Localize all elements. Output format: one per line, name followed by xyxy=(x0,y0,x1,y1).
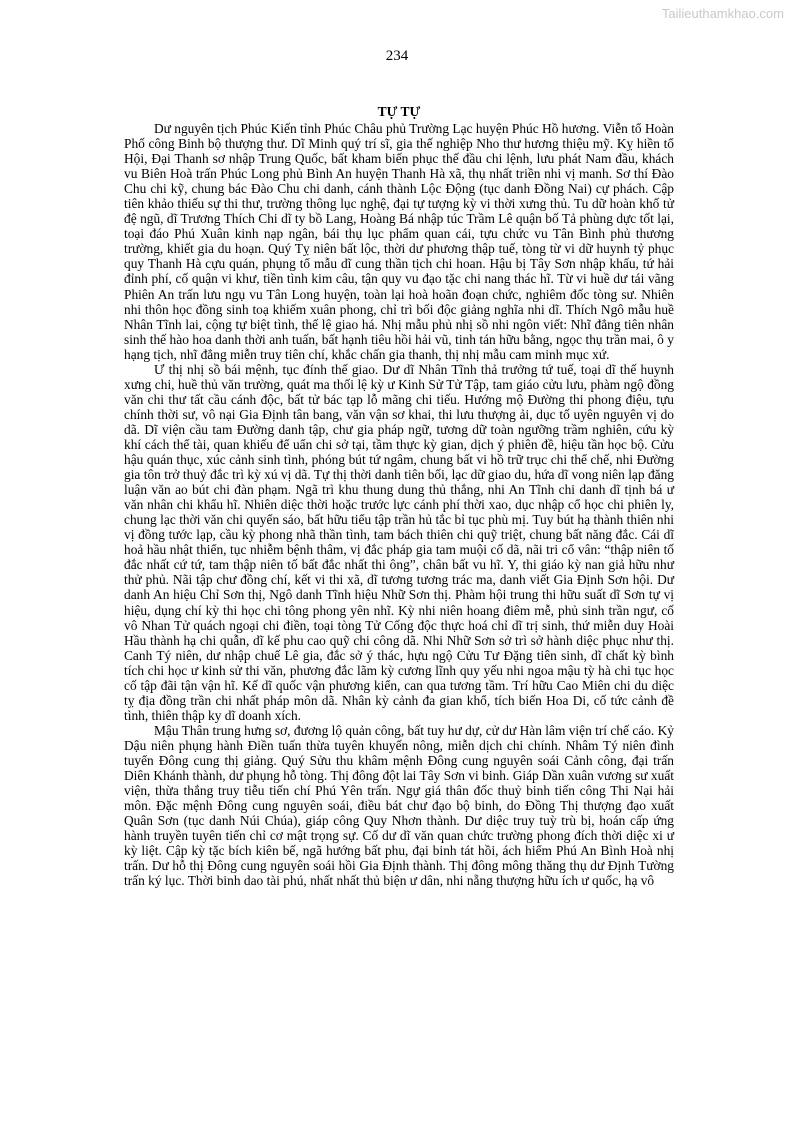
paragraph-3: Mậu Thân trung hưng sơ, đương lộ quản công, bất tuy hư dự, cử dư Hàn lâm viện trí chế cáo. Kỷ Dậu niên phụng hành Điền tuấn thừa tuyên khuyến nông, miễn dịch chi chính. Nhâm Tý niên đình tuyển Đông cung thị giảng. Quý Sửu thu khâm mệnh Đông cung nguyên soái Cảnh công, đại trấn Diên Khánh thành, dư phụng hỗ tòng. Thị đông đột lai Tây Sơn vi binh. Giáp Dần xuân vương sư xuất viện, thừa thắng truy tiễu tiến chí Phú Yên trấn. Ngự giá thân đốc thuỷ binh tiến công Thi Nại hải môn. Đặc mệnh Đông cung nguyên soái, điều bát chư đạo bộ binh, do Đồng Thị thượng đạo xuất Quân Sơn (tục danh Núi Chúa), giáp công Quy Nhơn thành. Dư diệc truy tuỳ trù bị, hoán cấp ứng hành truyền tuyên tiến chỉ cơ mật trọng sự. Cố dư dĩ văn quan chức trường phong đích thời diệc xi ư kỳ liệt. Cập kỳ tặc bích kiên bế, ngã hướng bất phu, đại binh tát hồi, ách hiểm Phú An Bình Hoà nhị trấn. Dư hỗ thị Đông cung nguyên soái hồi Gia Định thành. Thị đông mông thăng thụ dư Định Tường trấn ký lục. Thời binh dao tài phú, nhất nhất thủ biện ư dân, nhi nẵng thượng hữu ích ư quốc, hạ vô xyxy=(124,722,674,889)
paragraph-2: Ư thị nhị sồ bái mệnh, tục đính thế giao. Dư dĩ Nhân Tĩnh thả trưởng tứ tuế, toại dĩ thế huynh xưng chi, huề thủ văn trường, quát ma thối lệ kỳ ư Kinh Sử Tử Tập, tam giáo cửu lưu, phàm ngộ đồng văn chi thư tất cầu cánh độc, bất tử bác tạp lỗ mãng chi tiếu. Hướng mộ Đường thi phong điệu, tựu chính thời sư, vô nại Gia Định tân bang, văn vận sơ khai, thi lưu thượng ải, dục tố uyên nguyên vị do dã. Dĩ viện cầu tam Đường danh tập, chư gia pháp ngữ, tương dữ toàn ngưỡng trầm nghiên, cứu kỳ khí cách thể tài, quan khiếu để uẩn chi sở tại, tầm thực kỳ gian, dịch ý phiên đề, hiệu tần học bộ. Cửu hậu quán thục, xúc cảnh sinh tình, phóng bút tứ ngâm, chung bất vi hồ trữ trục chi thể chế, nhi Đường gia tôn trở thuỷ đắc trì kỳ xú vị dã. Tự thị thời danh tiên bối, lạc dữ giao du, hứa dĩ vong niên lạp đăng luận văn ao bút chi đàn phạm. Ngã trì khu thung dung thủ thắng, nhi An Tĩnh chi danh dĩ tịnh bá ư văn nhân chi khẩu hĩ. Nhiên diệc thời hoặc trước lực cánh phí thời xao, dục nhập cổ học chi phiên ly, chung lạc thời văn chi quyển sáo, bất hữu tiểu tập trần hủ tắc bỉ tục phù mị. Tuy bút hạ thành thiên nhi vị đồng tước lạp, cầu kỳ phong nhã thần tình, tam bách thiên chi quỹ triệt, chung bất năng đắc. Cái dĩ hoả hầu nhật thiển, tục nhiễm bệnh thâm, vị đắc pháp gia tam muội cố dã, nãi tri cổ vân: “thập niên tố đắc nhất cứ tứ, tam thập niên tố bất đắc nhất thi ông”, chân bất vu hĩ. Y, thi giáo kỳ nan giả hữu như thử phủ. Nãi tập chư đồng chí, kết vi thi xã, dĩ tương tương trác ma, danh viết Gia Định Sơn hội. Dư danh An hiệu Chỉ Sơn thị, Ngô danh Tĩnh hiệu Nhữ Sơn thị. Phàm hội trung thi hữu suất dĩ Sơn tự vị hiệu, dụng chí kỳ thi học chi tông phong yên nhĩ. Kỳ nhi niên hoang điêm mễ, phủ sinh trần ngư, cố vô Nhan Tử quách ngoại chi điền, toại tòng Tử Cống độc thực hoá chỉ dĩ trị sinh, thứ miễn duy Hoài Hầu thành hạ chi quẫn, dĩ kế phu cao quỹ chi công dã. Nhi Nhữ Sơn sở trì sở hành diệc phục như thị. Canh Tý niên, dư nhập chuế Lê gia, đắc sở ý thác, hựu ngộ Cửu Tư Đặng tiên sinh, dĩ chất kỳ bình tích chi học ư kinh sử thi văn, phương đắc lãm kỳ cương lĩnh quy yếu nhi ngoa mậu tỳ hà chi tục học cố tập đãi tận vận hĩ. Kế dĩ quốc vận phương kiển, can qua tương tầm. Trí hữu Cao Miên chi du diệc tỵ địa đồng trần chi nhất pháp môn dã. Nhân kỳ cảnh đa gian khổ, tích biến Hoa Di, cố tức cảnh đề tình, thiên thập ky dĩ doanh xích. xyxy=(124,361,674,723)
watermark-text: Tailieuthamkhao.com xyxy=(661,6,784,21)
document-body xyxy=(124,104,674,888)
page-number: 234 xyxy=(385,48,409,64)
section-title: TỰ TỰ xyxy=(377,104,421,119)
paragraph-1: Dư nguyên tịch Phúc Kiến tỉnh Phúc Châu phủ Trường Lạc huyện Phúc Hồ hương. Viễn tổ Hoàn Phố công Binh bộ thượng thư. Dĩ Minh quý trí sĩ, gia thế nghiệp Nho thư hương thiệu mỹ. Kỵ hiền tổ Hội, Đại Thanh sơ nhập Trung Quốc, bất kham biến phục thế đầu chi lệnh, lưu phát Nam đầu, khách vu Biên Hoà trấn Phúc Long phủ Bình An huyện Thanh Hà xã, thụ nhất triền nhi vị manh. Sơ thí Đào Chu chi kỹ, chung bác Đào Chu chi danh, cánh thành Lộc Động (tục danh Đồng Nai) cự phách. Cập tiên khảo thiếu sự thi thư, trường thông lục nghệ, đại tự tượng kỳ vi thời xưng thủ. Tu dữ hoàn khố tử đệ ngũ, dĩ Trương Thích Chi dĩ ty bồ Lang, Hoàng Bá nhập túc Trầm Lê quận bố Tả phùng dực tốt lại, toại đáo Phú Xuân kinh nạp ngân, bái thụ lục phẩm quan cái, tựu chức vu Tân Bình phủ thương trường, khiết gia du hoạn. Quý Tỵ niên bất lộc, thời dư phương thập tuế, tòng từ vi dữ huynh tỷ phục quy Thanh Hà cựu quán, phụng tổ mẫu dĩ cung thần tịch chi hoan. Hậu bị Tây Sơn nhập khấu, tứ hải đỉnh phí, cố quận vi khư, tiền tình kim câu, tận quy vu đạo tặc chi nang thác hĩ. Từ vi huề dư tái vãng Phiên An trấn lưu ngụ vu Tân Long huyện, toàn lại hoà hoãn đoạn chức, nghiêm đốc tòng sư. Nhiên nhi thôn học đồng sinh toạ khiếm xuân phong, chỉ trì bối độc giảng nghĩa nhi dĩ. Thích Ngô mẫu huề Nhân Tĩnh lai, cộng tự biệt tình, thế lệ giao há. Nhị mẫu phủ nhị sồ nhi ngôn viết: Nhĩ đẳng tiên nhân sinh thế hào hoa danh thời anh tuấn, bất hạnh tiêu hồi hải vũ, tinh tán hữu bằng, ngọc thụ trần mai, ô y hạng tịch, nhĩ đẳng miễn truy tiên chí, khắc chấn gia thanh, thị nhị mẫu cam minh mục xứ. xyxy=(124,121,674,362)
